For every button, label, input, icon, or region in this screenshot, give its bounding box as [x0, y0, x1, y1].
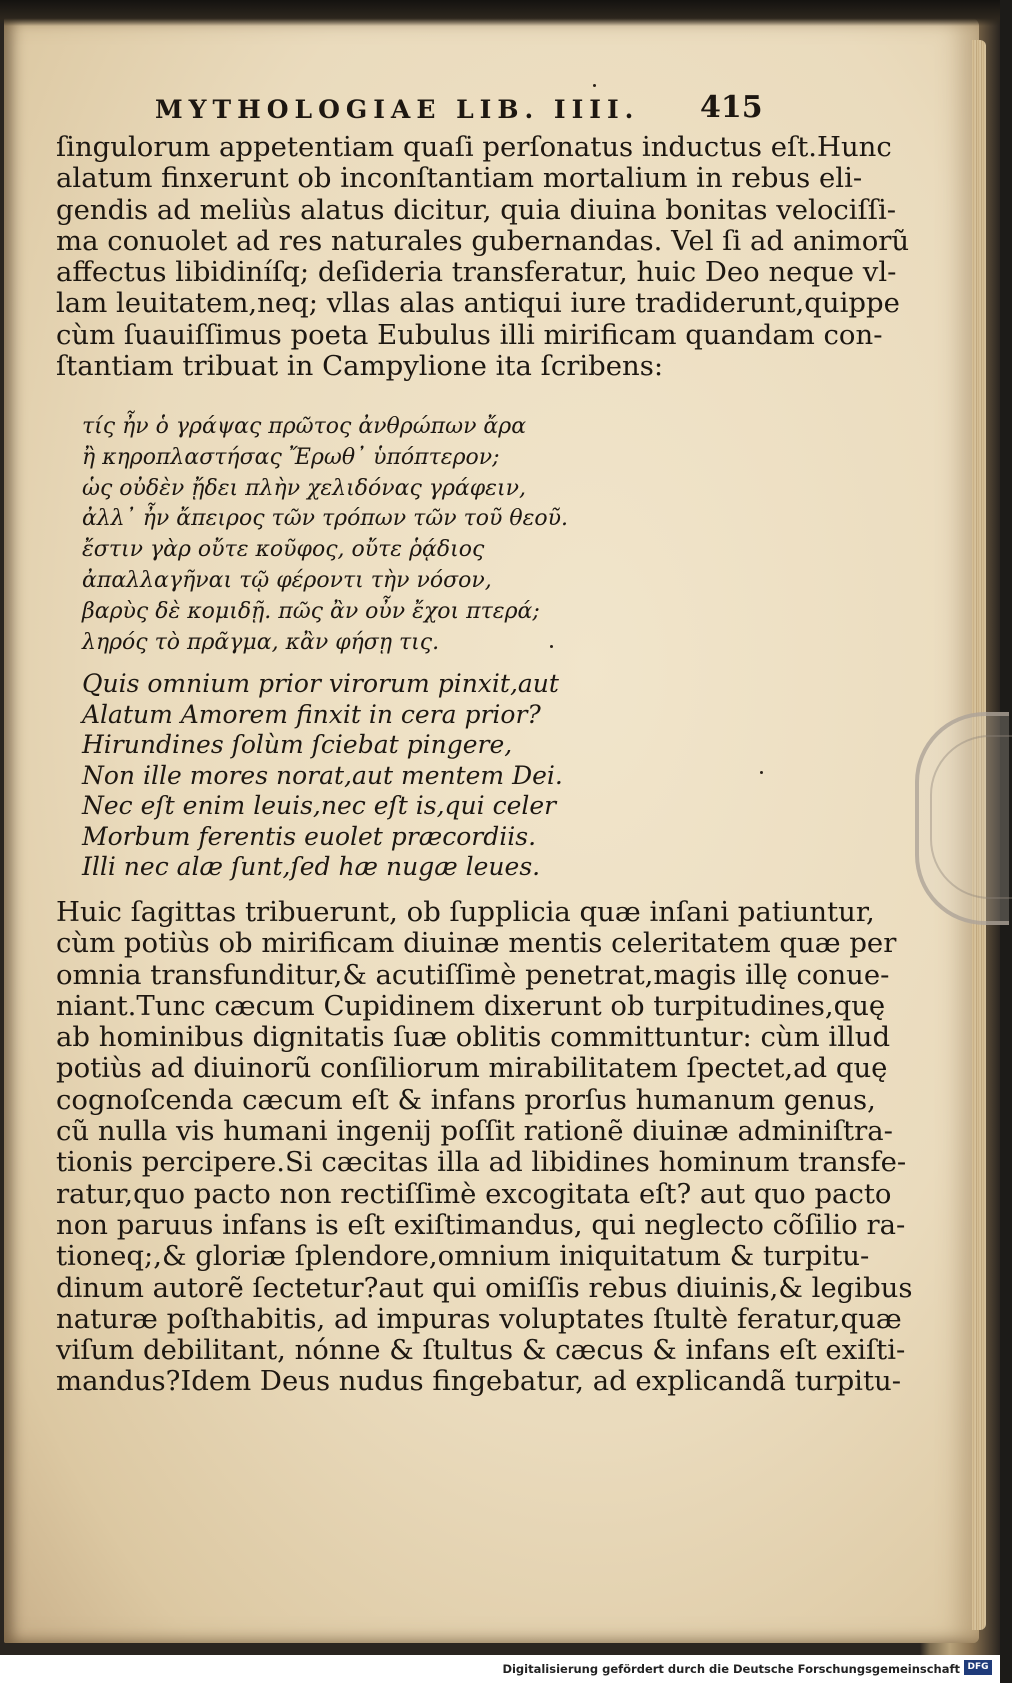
text-line: omnia transfunditur,& acutiſſimè penetrat,magis illę conue-	[56, 958, 890, 991]
verse-line: Illi nec alæ ſunt,ſed hæ nugæ leues.	[82, 852, 541, 881]
text-line: tionis percipere.Si cæcitas illa ad libidines hominum transfe-	[56, 1146, 907, 1179]
greek-line: τίς ἦν ὁ γράψας πρῶτος ἀνθρώπων ἄρα	[82, 414, 527, 439]
text-line: Huic ſagittas tribuerunt, ob ſupplicia quæ inſani patiuntur,	[56, 896, 875, 928]
prose-top	[56, 131, 910, 383]
text-line: tioneq;,& gloriæ ſplendore,omnium iniquitatum & turpitu-	[56, 1240, 870, 1273]
latin-verses	[82, 669, 563, 883]
page-number: 415	[700, 90, 763, 125]
footer-credit: Digitalisierung gefördert durch die Deutsche Forschungsgemeinschaft	[502, 1662, 960, 1676]
greek-line: βαρὺς δὲ κομιδῇ. πῶς ἂν οὖν ἔχοι πτερά;	[82, 598, 540, 624]
greek-line: ἢ κηροπλαστήσας Ἔρωθ᾽ ὑπόπτερον;	[82, 444, 500, 470]
greek-line: ἔστιν γὰρ οὔτε κοῦφος, οὔτε ῥᾴδιος	[82, 537, 485, 563]
text-line: gendis ad meliùs alatus dicitur, quia diuina bonitas velociſſi-	[56, 193, 897, 226]
text-line: lam leuitatem,neq; vllas alas antiqui iure tradiderunt,quippe	[56, 287, 900, 320]
text-line: viſum debilitant, nónne & ſtultus & cæcus & infans eſt exiſti-	[56, 1334, 906, 1367]
prose-bottom	[56, 896, 913, 1398]
verse-line: Alatum Amorem finxit in cera prior?	[82, 699, 541, 729]
greek-line: ληρός τὸ πρᾶγμα, κἂν φήσῃ τις.	[82, 629, 440, 655]
text-line: non paruus infans is eſt exiſtimandus, qui neglecto cõſilio ra-	[56, 1208, 906, 1241]
ink-speck	[760, 771, 763, 774]
text-line: naturæ poſthabitis, ad impuras voluptates ſtultè feratur,quæ	[56, 1302, 902, 1335]
verse-line: Morbum ferentis euolet præcordiis.	[82, 821, 537, 851]
text-line: ſtantiam tribuat in Campylione ita ſcribens:	[56, 350, 664, 383]
dfg-logo: DFG	[964, 1660, 992, 1675]
greek-line: ὡς οὐδὲν ᾔδει πλὴν χελιδόνας γράφειν,	[82, 475, 526, 501]
greek-verses	[82, 412, 569, 658]
text-line: cũ nulla vis humani ingenij poſſit rationẽ diuinæ adminiſtra-	[56, 1115, 893, 1148]
greek-line: ἀλλ᾽ ἦν ἄπειρος τῶν τρόπων τῶν τοῦ θεοῦ.	[82, 506, 569, 532]
verse-line: Non ille mores norat,aut mentem Dei.	[82, 760, 563, 790]
verse-line: Hirundines ſolùm ſciebat pingere,	[82, 730, 513, 759]
ink-speck	[550, 645, 553, 648]
verse-line: Quis omnium prior virorum pinxit,aut	[82, 669, 559, 698]
text-line: ma conuolet ad res naturales gubernandas. Vel ſi ad animorũ	[56, 224, 910, 257]
verse-line: Nec eſt enim leuis,nec eſt is,qui celer	[82, 791, 557, 820]
text-line: dinum autorẽ ſectetur?aut qui omiſſis rebus diuinis,& legibus	[56, 1271, 913, 1304]
ink-speck	[593, 84, 596, 87]
text-line: ſingulorum appetentiam quaſi perſonatus inductus eſt.Hunc	[56, 131, 892, 163]
text-line: ratur,quo pacto non rectiſſimè excogitata eſt? aut quo pacto	[56, 1177, 892, 1210]
text-line: ab hominibus dignitatis ſuæ oblitis committuntur: cùm illud	[56, 1021, 891, 1054]
greek-line: ἀπαλλαγῆναι τῷ φέροντι τὴν νόσον,	[82, 567, 492, 593]
text-line: mandus?Idem Deus nudus fingebatur, ad explicandã turpitu-	[56, 1365, 902, 1398]
text-line: alatum finxerunt ob inconſtantiam mortalium in rebus eli-	[56, 162, 863, 195]
running-head: MYTHOLOGIAE LIB. IIII.	[155, 95, 640, 124]
text-line: cùm potiùs ob mirificam diuinæ mentis celeritatem quæ per	[56, 927, 897, 960]
text-line: affectus libidiníſq; deſideria transferatur, huic Deo neque vl-	[56, 256, 897, 289]
text-line: potiùs ad diuinorũ conſiliorum mirabilitatem ſpectet,ad quę	[56, 1052, 888, 1085]
text-line: niant.Tunc cæcum Cupidinem dixerunt ob turpitudines,quę	[56, 989, 886, 1022]
text-line: cùm ſuauiſſimus poeta Eubulus illi mirificam quandam con-	[56, 318, 883, 351]
text-line: cognoſcenda cæcum eſt & infans prorſus humanum genus,	[56, 1083, 876, 1116]
